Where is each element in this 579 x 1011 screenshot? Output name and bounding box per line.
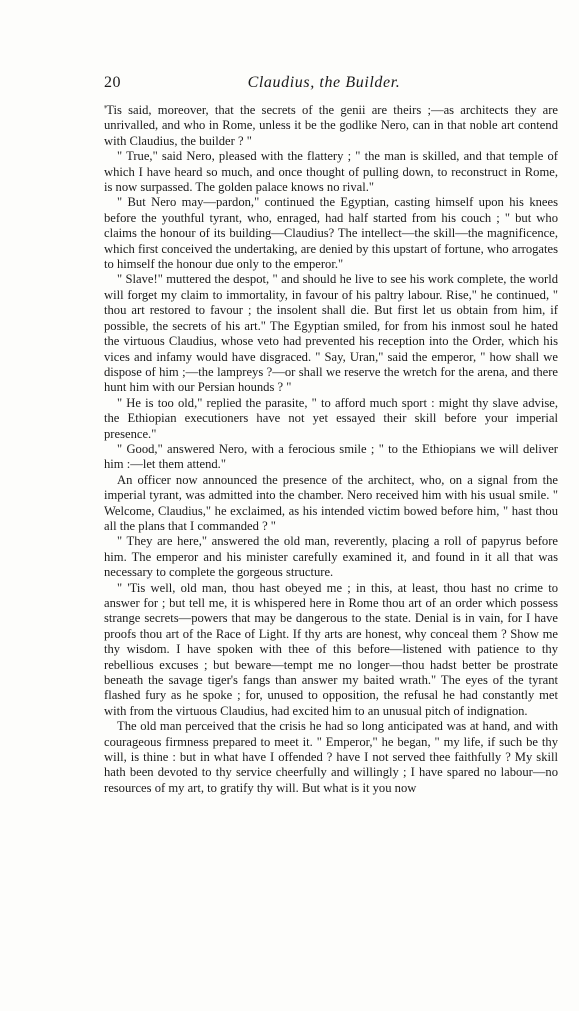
page-header (104, 74, 544, 94)
paragraph: " But Nero may—pardon," continued the Egyptian, casting himself upon his knees before the youthful tyrant, who, enraged, had half started from his couch ; " but who claims the honour of its building—Claudius? The intellect—the skill—the magnificence, which first conceived the undertaking, are denied by this upstart of fortune, who arrogates to himself the honour due only to the emperor." (104, 195, 558, 272)
paragraph: " 'Tis well, old man, thou hast obeyed me ; in this, at least, thou hast no crime to answer for ; but tell me, it is whispered here in Rome thou art of an order which possess strange secrets—powers that may be dangerous to the state. Denial is in vain, for I have proofs thou art of the Race of Light. If thy arts are honest, why conceal them ? Show me thy wisdom. I have spoken with thee of this before—listened with patience to thy rebellious excuses ; but beware—tempt me no longer—thou hadst better be prostrate beneath the savage tiger's fangs than answer my baited wrath." The eyes of the tyrant flashed fury as he spoke ; for, unused to opposition, the refusal he had constantly met with from the virtuous Claudius, had excited him to an unusual pitch of indignation. (104, 580, 558, 718)
paragraph: 'Tis said, moreover, that the secrets of the genii are theirs ;—as architects they are unrivalled, and who in Rome, unless it be the godlike Nero, can in that noble art contend with Claudius, the builder ? " (104, 103, 558, 148)
running-title: Claudius, the Builder. (247, 74, 401, 91)
paragraph: " He is too old," replied the parasite, " to afford much sport : might thy slave advise, the Ethiopian executioners have not yet essayed their skill before your imperial presence." (104, 395, 558, 441)
paragraph: The old man perceived that the crisis he had so long anticipated was at hand, and with courageous firmness prepared to meet it. " Emperor," he began, " my life, if such be thy will, is thine : but in what have I offended ? have I not served thee faithfully ? My skill hath been devoted to thy service cheerfully and willingly ; I have spared no labour—no resources of my art, to gratify thy will. But what is it you now (104, 719, 558, 795)
paragraph: " Good," answered Nero, with a ferocious smile ; " to the Ethiopians we will deliver him :—let them attend." (104, 441, 558, 472)
paragraph: " Slave!" muttered the despot, " and should he live to see his work complete, the world will forget my claim to immortality, in favour of his paltry labour. Rise," he continued, " thou art restored to favour ; the insolent shall die. But first let us obtain from him, if possible, the secrets of his art." The Egyptian smiled, for from his inmost soul he hated the virtuous Claudius, whose veto had prevented his reception into the Order, which his vices and infamy would have disgraced. " Say, Uran," said the emperor, " how shall we dispose of him ;—the lampreys ?—or shall we reserve the wretch for the arena, and there hunt him with our Persian hounds ? " (104, 272, 558, 395)
body-text (104, 103, 558, 796)
paragraph: An officer now announced the presence of the architect, who, on a signal from the imperial tyrant, was admitted into the chamber. Nero received him with his usual smile. " Welcome, Claudius," he exclaimed, as his intended victim bowed before him, " hast thou all the plans that I commanded ? " (104, 472, 558, 533)
paragraph: " They are here," answered the old man, reverently, placing a roll of papyrus before him. The emperor and his minister carefully examined it, and found in it all that was necessary to complete the gorgeous structure. (104, 534, 558, 580)
paragraph: " True," said Nero, pleased with the flattery ; " the man is skilled, and that temple of which I have heard so much, and once thought of pulling down, to reconstruct in Rome, is now surpassed. The golden palace knows no rival." (104, 149, 558, 195)
page-number: 20 (104, 74, 121, 91)
